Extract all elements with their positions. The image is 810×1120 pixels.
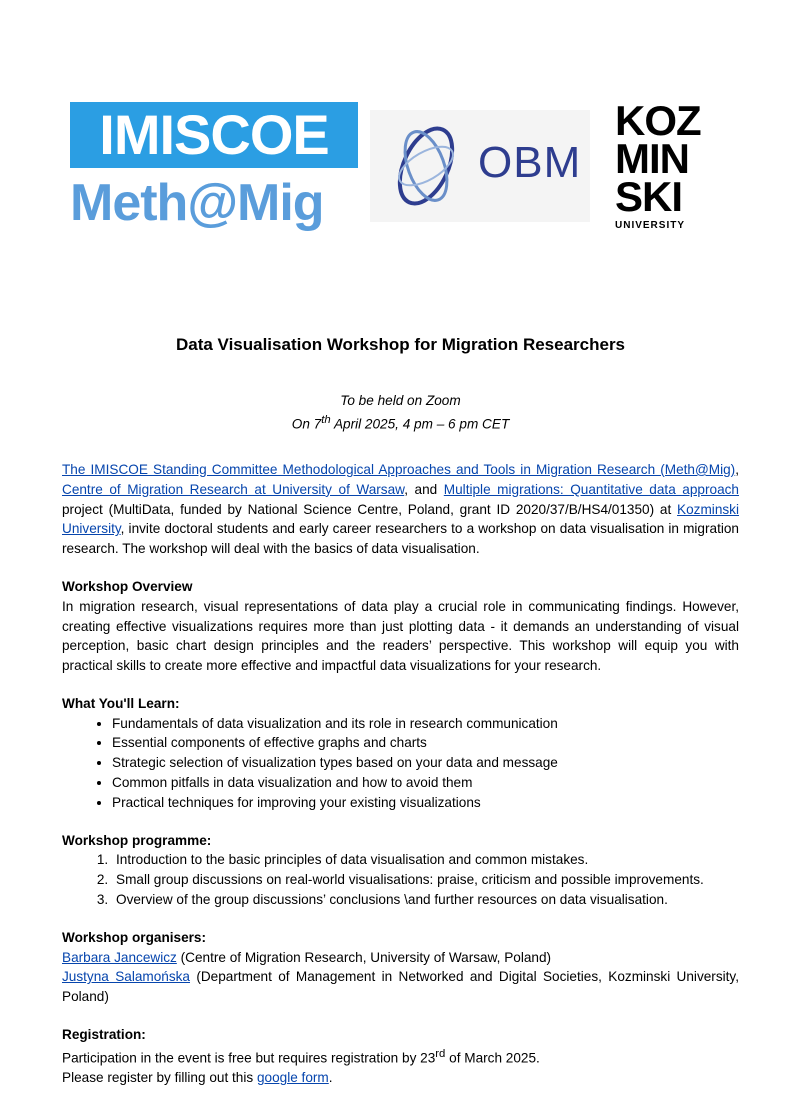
date-time-text: April 2025, 4 pm – 6 pm CET <box>330 416 510 432</box>
date-suffix: th <box>321 413 331 426</box>
organiser-2-link[interactable]: Justyna Salamońska <box>62 969 190 985</box>
learn-list <box>62 714 739 813</box>
organisers-heading: Workshop organisers: <box>62 929 207 945</box>
programme-heading: Workshop programme: <box>62 832 212 848</box>
obm-logo-text: OBM <box>478 138 582 187</box>
organiser-1 <box>62 948 739 968</box>
learn-item: • Essential components of effective graphs and charts <box>112 733 739 753</box>
date-text: On 7 <box>291 416 322 432</box>
google-form-link[interactable]: google form <box>256 1070 329 1086</box>
programme-item: 2. Small group discussions on real-world visualisations: praise, criticism and possible improvements. <box>112 870 739 890</box>
obm-logo <box>370 110 590 222</box>
organiser-1-link[interactable]: Barbara Jancewicz <box>62 949 177 965</box>
learn-item: • Fundamentals of data visualization and its role in research communication <box>112 714 739 734</box>
kozminski-link[interactable]: Kozminski University <box>62 501 739 537</box>
programme-item: 3. Overview of the group discussions’ conclusions \and further resources on data visualisation. <box>112 890 739 910</box>
kozminski-logo-line: MIN <box>615 135 689 182</box>
imiscoe-committee-link[interactable]: The IMISCOE Standing Committee Methodological Approaches and Tools in Migration Research (Meth@Mig) <box>62 461 736 477</box>
intro-text: , invite doctoral students and early career researchers to a workshop on data visualisation in migration research. The workshop will deal with the basics of data visualisation. <box>62 521 739 557</box>
registration-text: . <box>328 1070 333 1086</box>
intro-sep: , <box>735 461 739 477</box>
registration-text: Please register by filling out this <box>62 1070 257 1086</box>
programme-item: 1. Introduction to the basic principles of data visualisation and common mistakes. <box>112 850 739 870</box>
learn-item: • Common pitfalls in data visualization and how to avoid them <box>112 773 739 793</box>
learn-item: • Strategic selection of visualization types based on your data and message <box>112 753 739 773</box>
intro-paragraph <box>62 460 739 559</box>
date-line <box>62 411 739 434</box>
programme-list <box>62 850 739 909</box>
registration-heading: Registration: <box>62 1027 146 1043</box>
overview-heading: Workshop Overview <box>62 578 193 594</box>
obm-swirl-icon <box>380 118 472 214</box>
cmr-warsaw-link[interactable]: Centre of Migration Research at University of Warsaw <box>62 481 405 497</box>
methmig-logo-text: Meth@Mig <box>70 174 324 232</box>
intro-text: project (MultiData, funded by National Science Centre, Poland, grant ID 2020/37/B/HS4/01350) at <box>62 501 678 517</box>
overview-text: In migration research, visual representations of data play a crucial role in communicating findings. However, creating effective visualizations requires more than just plotting data - it demands an understanding of visual perception, basic chart design principles and the readers’ perspective. This workshop will equip you with practical skills to create more effective and impactful data visualizations for your research. <box>62 598 739 674</box>
kozminski-logo-line: SKI <box>615 173 683 220</box>
imiscoe-logo <box>70 102 358 238</box>
registration-line-2 <box>62 1068 739 1088</box>
registration-text: Participation in the event is free but requires registration by 23 <box>62 1050 436 1066</box>
document-title: Data Visualisation Workshop for Migration Researchers <box>175 335 626 354</box>
multiple-migrations-link[interactable]: Multiple migrations: Quantitative data approach <box>443 481 739 497</box>
intro-sep: , and <box>404 481 444 497</box>
registration-line-1 <box>62 1045 739 1068</box>
organiser-2 <box>62 967 739 1007</box>
organiser-1-affiliation: (Centre of Migration Research, University of Warsaw, Poland) <box>176 949 552 965</box>
kozminski-logo-line: KOZ <box>615 97 701 144</box>
kozminski-logo <box>615 97 735 231</box>
learn-item: • Practical techniques for improving your existing visualizations <box>112 793 739 813</box>
learn-heading: What You'll Learn: <box>62 695 180 711</box>
venue-line: To be held on Zoom <box>340 392 461 408</box>
document-body <box>62 335 739 1088</box>
logo-banner <box>0 97 810 240</box>
imiscoe-logo-text: IMISCOE <box>70 102 358 168</box>
organiser-2-affiliation: (Department of Management in Networked and Digital Societies, Kozminski University, Poland) <box>62 969 739 1005</box>
kozminski-logo-subtitle: UNIVERSITY <box>615 220 686 231</box>
registration-text: of March 2025. <box>445 1050 540 1066</box>
registration-date-suffix: rd <box>435 1047 446 1060</box>
